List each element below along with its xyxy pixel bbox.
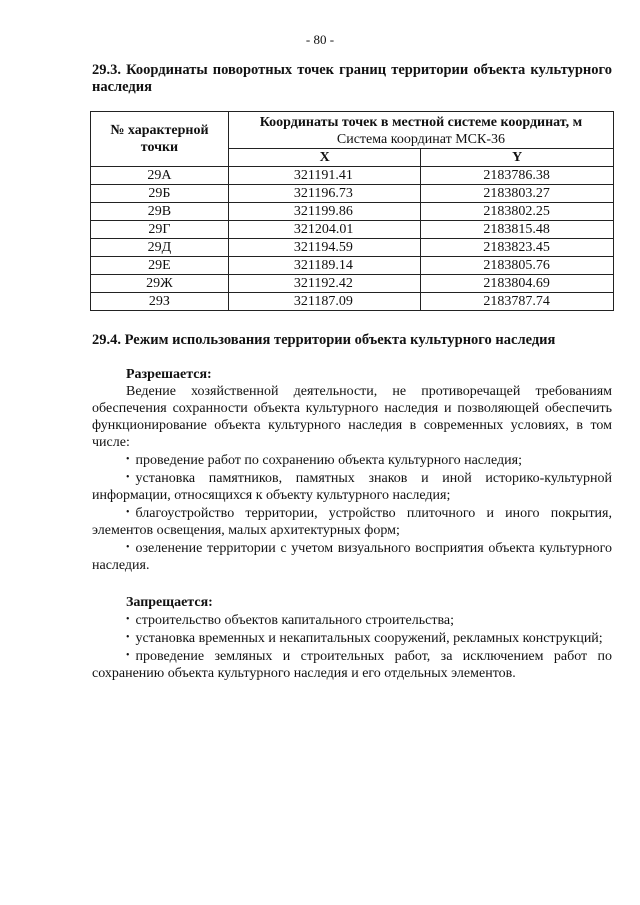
list-item-text: озеленение территории с учетом визуального восприятия объекта культурного наследия.	[92, 541, 612, 573]
cell-point: 29В	[91, 203, 229, 221]
section-heading-usage-regime: 29.4. Режим использования территории объекта культурного наследия	[92, 332, 556, 348]
col-header-coordinates-text: Координаты точек в местной системе координат, м	[259, 115, 583, 130]
cell-y: 2183787.74	[421, 293, 614, 311]
cell-x: 321204.01	[228, 221, 421, 239]
cell-x: 321187.09	[228, 293, 421, 311]
list-item	[92, 504, 612, 539]
coordinate-system-label: Система координат МСК-36	[336, 132, 505, 147]
cell-x: 321194.59	[228, 239, 421, 257]
list-item	[92, 629, 612, 647]
table-row	[91, 203, 614, 221]
forbidden-block	[92, 594, 612, 682]
table-row	[91, 275, 614, 293]
cell-point: 29Г	[91, 221, 229, 239]
allowed-title: Разрешается:	[126, 367, 212, 382]
bullet-icon: •	[126, 472, 130, 483]
list-item-text: проведение земляных и строительных работ, за исключением работ по сохранению объекта культурного наследия и его отдельных элементов.	[92, 649, 612, 681]
list-item	[92, 647, 612, 682]
table-row	[91, 221, 614, 239]
table-row	[91, 257, 614, 275]
list-item-text: строительство объектов капитального строительства;	[135, 613, 454, 628]
list-item	[92, 611, 612, 629]
bullet-icon: •	[126, 542, 130, 553]
allowed-intro: Ведение хозяйственной деятельности, не противоречащей требованиям обеспечения сохранности объекта культурного наследия и позволяющей обеспечить функционирование объекта культурного наследия в современных условиях, в том числе:	[92, 384, 612, 450]
col-header-point-text: № характерной точки	[110, 123, 209, 155]
cell-point: 29Е	[91, 257, 229, 275]
page-number: - 80 -	[305, 32, 335, 47]
cell-y: 2183786.38	[421, 167, 614, 185]
cell-y: 2183803.27	[421, 185, 614, 203]
table-row	[91, 185, 614, 203]
cell-x: 321199.86	[228, 203, 421, 221]
section-heading-coordinates: 29.3. Координаты поворотных точек границ территории объекта культурного наследия	[92, 62, 612, 95]
allowed-list	[92, 451, 612, 574]
list-item	[92, 451, 612, 469]
cell-x: 321191.41	[228, 167, 421, 185]
list-item	[92, 469, 612, 504]
table-row	[91, 167, 614, 185]
table-body	[91, 167, 614, 311]
table-row	[91, 293, 614, 311]
cell-point: 29Б	[91, 185, 229, 203]
list-item-text: установка памятников, памятных знаков и иной историко-культурной информации, относящихся к объекту культурного наследия;	[92, 471, 612, 503]
cell-y: 2183804.69	[421, 275, 614, 293]
cell-y: 2183823.45	[421, 239, 614, 257]
forbidden-title: Запрещается:	[126, 595, 213, 610]
list-item-text: проведение работ по сохранению объекта культурного наследия;	[135, 453, 522, 468]
cell-x: 321192.42	[228, 275, 421, 293]
allowed-block	[92, 366, 612, 574]
cell-point: 29З	[91, 293, 229, 311]
col-header-point	[91, 112, 229, 167]
bullet-icon: •	[126, 614, 130, 625]
cell-x: 321196.73	[228, 185, 421, 203]
cell-point: 29Ж	[91, 275, 229, 293]
bullet-icon: •	[126, 650, 130, 661]
col-header-y: Y	[421, 149, 614, 167]
cell-y: 2183805.76	[421, 257, 614, 275]
cell-y: 2183802.25	[421, 203, 614, 221]
bullet-icon: •	[126, 632, 130, 643]
coordinates-table	[90, 111, 614, 311]
cell-point: 29Д	[91, 239, 229, 257]
list-item-text: установка временных и некапитальных сооружений, рекламных конструкций;	[135, 631, 603, 646]
cell-x: 321189.14	[228, 257, 421, 275]
table-row	[91, 239, 614, 257]
cell-point: 29А	[91, 167, 229, 185]
bullet-icon: •	[126, 507, 130, 518]
forbidden-list	[92, 611, 612, 682]
col-header-x: X	[228, 149, 421, 167]
list-item	[92, 539, 612, 574]
bullet-icon: •	[126, 454, 130, 465]
col-header-coordinates	[228, 112, 613, 149]
list-item-text: благоустройство территории, устройство плиточного и иного покрытия, элементов освещения, малых архитектурных форм;	[92, 506, 612, 538]
cell-y: 2183815.48	[421, 221, 614, 239]
